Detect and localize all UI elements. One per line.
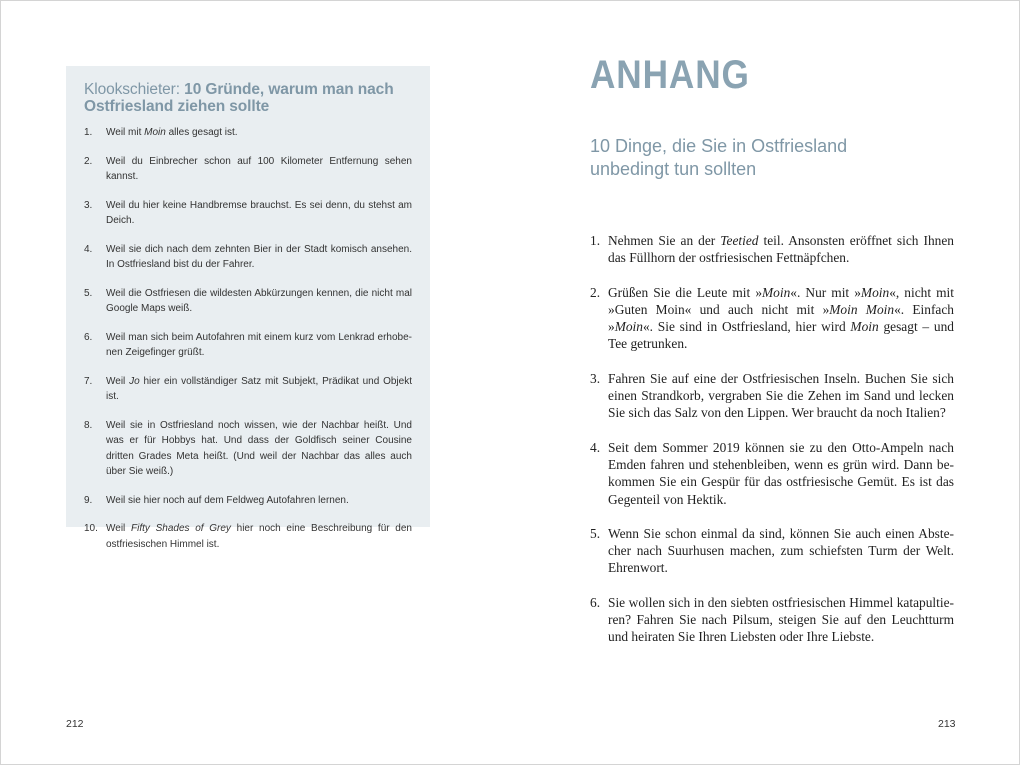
list-item-number: 1. (84, 127, 93, 138)
text-run: gesagt – und Tee getrunken. (608, 319, 954, 352)
list-item (84, 418, 412, 480)
text-run: Weil (106, 375, 130, 387)
text-run: Weil man sich beim Autofahren mit einem kurz vom Lenkrad erhobenen Zeigefinger grüßt. (106, 331, 412, 358)
text-run: Weil du hier keine Handbremse brauchst. Es sei denn, du stehst am Deich. (106, 199, 412, 226)
text-run: Seit dem Sommer 2019 können sie zu den Otto-Ampeln nach Emden fahren und stehenbleiben, wenn es grün wird. Dann bekommen Sie ein Gespür für das ostfriesische Gemüt. Es ist das Gegenteil von Hektik. (608, 439, 954, 507)
list-item-text (106, 154, 412, 185)
box-title-lead: Klookschieter: (84, 81, 180, 98)
text-run: Sie wollen sich in den siebten ostfriesischen Himmel katapultieren? Fahren Sie nach Pilsum, steigen Sie auf den Leuchtturm und heiraten Sie Ihren Liebsten oder Ihre Liebste. (608, 594, 954, 645)
list-item-text (106, 330, 412, 361)
text-run: Weil die Ostfriesen die wildesten Abkürzungen kennen, die nicht mal Google Maps weiß. (106, 287, 412, 314)
list-item (84, 198, 412, 229)
text-run: Weil sie dich nach dem zehnten Bier in der Stadt komisch ansehen. In Ostfriesland bist du der Fahrer. (106, 243, 412, 270)
page-number-left: 212 (66, 718, 84, 730)
section-subheading: 10 Dinge, die Sie in Ostfriesland unbedingt tun sollten (590, 136, 848, 179)
list-item-number: 2. (590, 284, 601, 300)
text-run: Wenn Sie schon einmal da sind, können Sie auch einen Abstecher nach Suurhusen machen, zum schiefsten Turm der Welt. Ehrenwort. (608, 525, 954, 576)
list-item (590, 594, 954, 646)
list-item-text (106, 198, 412, 229)
list-item-number: 5. (84, 287, 93, 299)
text-run: Weil (106, 523, 131, 534)
italic-term: Moin (860, 284, 890, 300)
text-run: Nehmen Sie an der (608, 233, 721, 248)
reasons-list (84, 125, 412, 552)
text-run: Weil mit (106, 127, 145, 138)
italic-term: Teetied (720, 233, 759, 248)
list-item (84, 330, 412, 361)
list-item-number: 4. (590, 439, 601, 455)
list-item-text (106, 286, 412, 317)
things-to-do-list (590, 232, 954, 663)
list-item (84, 374, 412, 405)
list-item (590, 439, 954, 508)
list-item (84, 154, 412, 185)
list-item (84, 286, 412, 317)
list-item-number: 3. (590, 370, 601, 386)
list-item (84, 521, 412, 552)
list-item-number: 6. (590, 594, 601, 610)
list-item-text (608, 439, 954, 508)
text-run: «. Nur mit » (790, 284, 861, 300)
list-item-number: 7. (84, 375, 93, 387)
list-item (84, 125, 412, 141)
list-item-number: 9. (84, 494, 93, 506)
list-item-number: 8. (84, 419, 93, 431)
text-run: «. Einfach » (608, 301, 954, 335)
text-run: hier noch eine Beschreibung für den ostfriesischen Himmel ist. (106, 523, 412, 550)
italic-term: Fifty Shades of Grey (130, 523, 231, 534)
reasons-box (66, 66, 430, 550)
list-item-text (106, 125, 412, 141)
italic-term: Moin (614, 319, 643, 335)
list-item-text (608, 370, 954, 422)
text-run: «, nicht mit »Guten Moin« und auch nicht mit » (608, 284, 955, 317)
list-item (590, 284, 954, 353)
text-run: Weil sie hier noch auf dem Feldweg Autofahren lernen. (106, 494, 349, 506)
text-run: hier ein vollständiger Satz mit Subjekt, Prädikat und Objekt ist. (106, 375, 412, 402)
italic-term: Moin (850, 319, 879, 335)
box-title (84, 81, 412, 115)
text-run: Fahren Sie auf eine der Ostfriesischen Inseln. Buchen Sie sich einen Strandkorb, vergraben Sie die Zehen im Sand und lecken Sie sich das Salz von den Lippen. Wer braucht da noch Italien? (608, 370, 954, 421)
list-item-text (106, 418, 412, 480)
list-item-text (608, 284, 954, 353)
text-run: «. Sie sind in Ostfriesland, hier wird (642, 319, 851, 335)
text-run: Weil du Einbrecher schon auf 100 Kilometer Entfernung sehen kannst. (106, 155, 412, 182)
list-item-text (106, 374, 412, 405)
list-item-text (608, 525, 954, 577)
list-item-text (106, 493, 412, 509)
list-item-number: 10. (84, 523, 98, 534)
text-run: Grüßen Sie die Leute mit » (608, 284, 763, 300)
list-item (590, 232, 954, 267)
italic-term: Moin Moin (829, 301, 895, 317)
text-run: Weil sie in Ostfriesland noch wissen, wie der Nachbar heißt. Und was er für Hobbys hat. Und dass der Goldfisch seiner Cousine dritten Grades Meta heißt. (Und weil der Nachbar das alles auch über Sie weiß.) (106, 419, 412, 477)
list-item (84, 493, 412, 509)
list-item-text (106, 521, 412, 552)
list-item (590, 525, 954, 577)
list-item (84, 242, 412, 273)
list-item-number: 5. (590, 525, 601, 541)
italic-term: Jo (129, 375, 140, 387)
list-item-number: 6. (84, 331, 93, 343)
list-item-text (106, 242, 412, 273)
text-run: teil. Ansonsten eröffnet sich Ihnen das Füllhorn der ostfriesischen Fettnäpfchen. (608, 233, 954, 266)
list-item-text (608, 232, 954, 267)
page-number-right: 213 (938, 718, 956, 730)
list-item-number: 3. (84, 199, 93, 211)
box-title-strong: 10 Gründe, warum man nach Ostfriesland ziehen sollte (84, 81, 394, 115)
chapter-heading: ANHANG (590, 53, 750, 97)
list-item-number: 4. (84, 243, 93, 255)
italic-term: Moin (762, 284, 791, 300)
list-item-number: 1. (590, 233, 601, 248)
list-item (590, 370, 954, 422)
list-item-text (608, 594, 954, 646)
text-run: alles gesagt ist. (165, 127, 238, 138)
italic-term: Moin (144, 127, 166, 138)
list-item-number: 2. (84, 155, 93, 167)
